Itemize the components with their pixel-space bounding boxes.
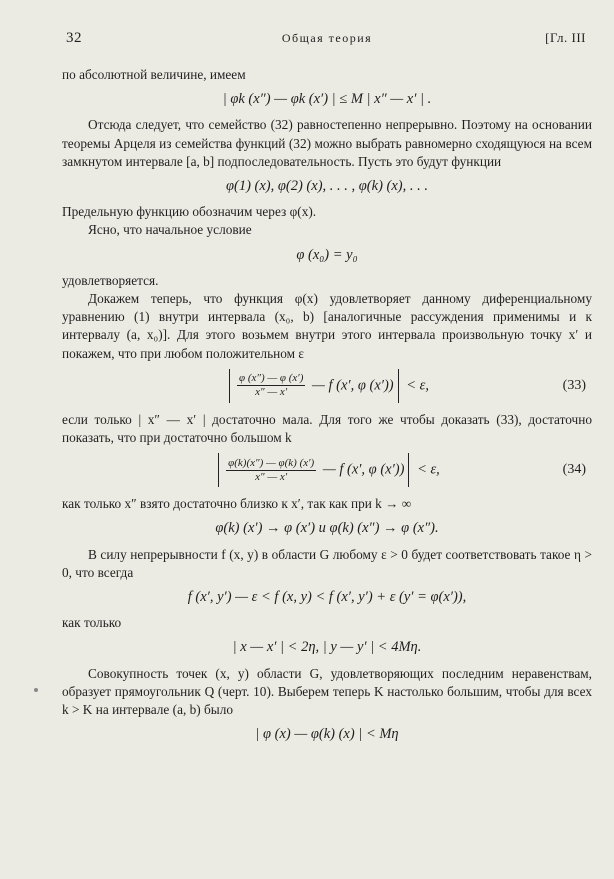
paragraph: по абсолютной величине, имеем <box>62 67 246 82</box>
fraction <box>237 372 305 399</box>
paragraph: Ясно, что начальное условие <box>88 222 252 238</box>
paragraph: Совокупность точек (x, y) области G, удовлетворяющих последним неравенствам, образует прямоугольник Q (черт. 10). Выберем теперь K настолько большим, чтобы для всех k > K на интервале (a, b) было <box>62 665 592 718</box>
fraction-denominator: x″ — x′ <box>255 470 288 483</box>
paragraph: В силу непрерывности f (x, y) в области G любому ε > 0 будет соответствовать такое η > 0, что всегда <box>62 546 592 580</box>
equation-term: < ε, <box>417 461 440 478</box>
equation-rectangle: | x — x′ | < 2η, | y — y′ | < 4Mη. <box>232 639 422 656</box>
abs-bar <box>218 453 219 487</box>
paragraph: как только x″ взято достаточно близко к x′, так как при k → ∞ <box>62 496 412 512</box>
paragraph: удовлетворяется. <box>62 272 159 288</box>
fraction-numerator: φ(k)(x″) — φ(k) (x′) <box>228 456 315 469</box>
margin-speck <box>34 688 38 692</box>
fraction-numerator: φ (x″) — φ (x′) <box>239 372 304 385</box>
paragraph: если только | x″ — x′ | достаточно мала. Для того же чтобы доказать (33), достаточно показать, что при достаточно большом k <box>62 411 592 446</box>
equation-limits: φ(k) (x′) → φ (x′) и φ(k) (x″) → φ (x″). <box>215 520 439 537</box>
paragraph: Отсюда следует, что семейство (32) равностепенно непрерывно. Поэтому на основании теоремы Арцеля из семейства функций (32) можно выбрать равномерно сходящуюся на всем замкнутом интервале [a, b] подпоследовательность. Пусть это будут функции <box>62 117 592 169</box>
abs-bar <box>398 369 399 403</box>
equation-term: < ε, <box>406 377 429 394</box>
abs-bar <box>229 369 230 403</box>
abs-bar <box>408 453 409 487</box>
page-number: 32 <box>66 30 82 46</box>
equation-bound: | φ (x) — φ(k) (x) | < Mη <box>255 726 399 743</box>
equation-34 <box>62 453 592 487</box>
equation-continuity: f (x′, y′) — ε < f (x, y) < f (x′, y′) + ε (y′ = φ(x′)), <box>187 589 467 606</box>
page-body <box>62 66 592 743</box>
equation-term: — f (x′, φ (x′)) <box>312 377 394 394</box>
equation-term: — f (x′, φ (x′)) <box>322 461 405 478</box>
chapter-marker: [Гл. III <box>545 30 586 45</box>
paragraph: Предельную функцию обозначим через φ(x). <box>62 204 317 220</box>
equation-lipschitz: | φk (x″) — φk (x′) | ≤ M | x″ — x′ | . <box>222 91 432 108</box>
fraction <box>226 457 316 484</box>
running-title: Общая теория <box>281 31 373 45</box>
equation-number: (34) <box>562 462 586 478</box>
equation-33 <box>62 369 592 403</box>
equation-number: (33) <box>562 377 586 393</box>
page-header <box>62 30 592 52</box>
equation-initial-condition: φ (x₀) = y₀ <box>296 246 358 263</box>
paragraph: как только <box>62 615 122 631</box>
equation-function-sequence: φ(1) (x), φ(2) (x), . . . , φ(k) (x), . . . <box>225 178 428 195</box>
paragraph: Докажем теперь, что функция φ(x) удовлетворяет данному диференциальному уравнению (1) внутри интервала (x₀, b) [аналогичные рассуждения применимы и к интервалу (a, x₀)]. Для этого возьмем внутри этого интервала произвольную точку x′ и покажем, что при любом положительном ε <box>62 291 592 361</box>
fraction-denominator: x″ — x′ <box>255 386 288 399</box>
